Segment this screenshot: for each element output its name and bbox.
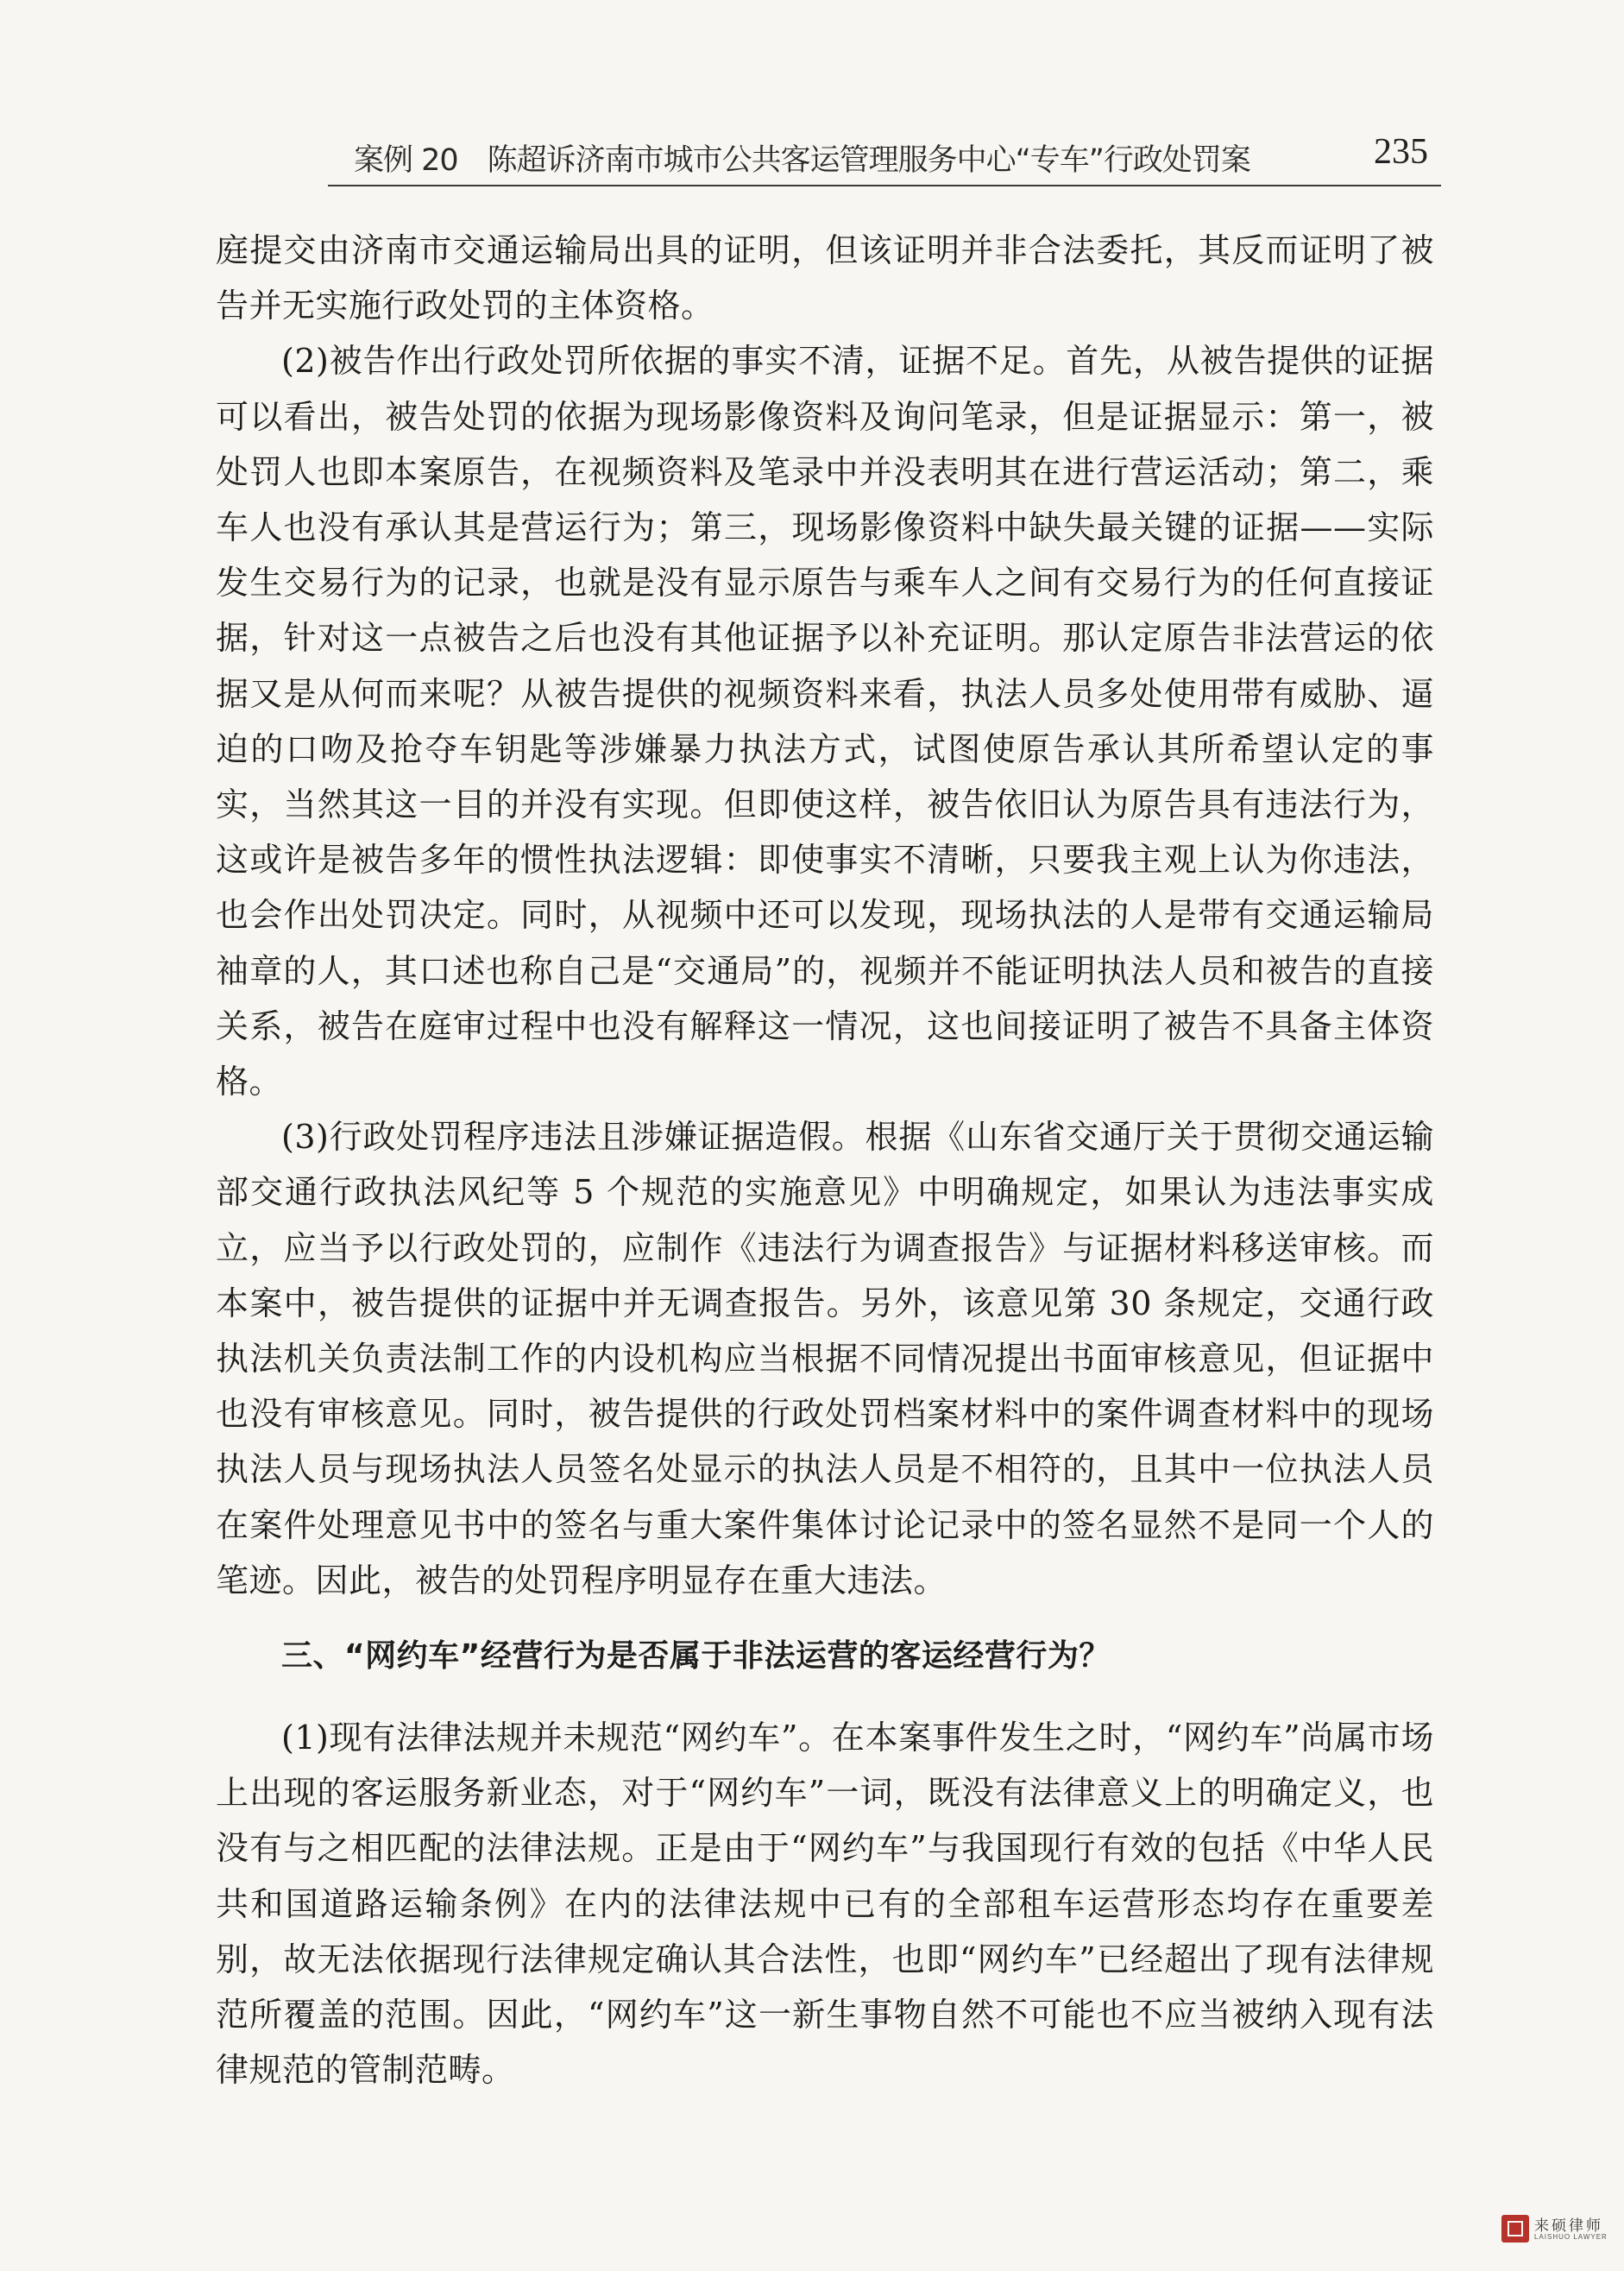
paragraph-point-3: (3)行政处罚程序违法且涉嫌证据造假。根据《山东省交通厅关于贯彻交通运输部交通行政执法风纪等 5 个规范的实施意见》中明确规定，如果认为违法事实成立，应当予以行政处罚的，应制作《违法行为调查报告》与证据材料移送审核。而本案中，被告提供的证据中并无调查报告。另外，该意见第 30 条规定，交通行政执法机关负责法制工作的内设机构应当根据不同情况提出书面审核意见，但证据中也没有审核意见。同时，被告提供的行政处罚档案材料中的案件调查材料中的现场执法人员与现场执法人员签名处显示的执法人员是不相符的，且其中一位执法人员在案件处理意见书中的签名与重大案件集体讨论记录中的签名显然不是同一个人的笔迹。因此，被告的处罚程序明显存在重大违法。 xyxy=(216,1118,1434,1599)
watermark-name: 来硕律师 xyxy=(1534,2217,1603,2235)
paragraph-point-2: (2)被告作出行政处罚所依据的事实不清，证据不足。首先，从被告提供的证据可以看出，被告处罚的依据为现场影像资料及询问笔录，但是证据显示：第一，被处罚人也即本案原告，在视频资料及笔录中并没表明其在进行营运活动；第二，乘车人也没有承认其是营运行为；第三，现场影像资料中缺失最关键的证据——实际发生交易行为的记录，也就是没有显示原告与乘车人之间有交易行为的任何直接证据，针对这一点被告之后也没有其他证据予以补充证明。那认定原告非法营运的依据又是从何而来呢？从被告提供的视频资料来看，执法人员多处使用带有威胁、逼迫的口吻及抢夺车钥匙等涉嫌暴力执法方式，试图使原告承认其所希望认定的事实，当然其这一目的并没有实现。但即使这样，被告依旧认为原告具有违法行为，这或许是被告多年的惯性执法逻辑：即使事实不清晰，只要我主观上认为你违法，也会作出处罚决定。同时，从视频中还可以发现，现场执法的人是带有交通运输局袖章的人，其口述也称自己是“交通局”的，视频并不能证明执法人员和被告的直接关系，被告在庭审过程中也没有解释这一情况，这也间接证明了被告不具备主体资格。 xyxy=(216,342,1434,1101)
page-number: 235 xyxy=(1374,132,1428,172)
watermark-logo xyxy=(1501,2211,1614,2249)
page-body xyxy=(216,223,1434,2098)
seal-icon xyxy=(1501,2215,1529,2243)
running-header-title: 案例 20 陈超诉济南市城市公共客运管理服务中心“专车”行政处罚案 xyxy=(354,143,1250,178)
running-header xyxy=(328,128,1441,188)
paragraph-continuation: 庭提交由济南市交通运输局出具的证明，但该证明并非合法委托，其反而证明了被告并无实施行政处罚的主体资格。 xyxy=(216,231,1434,325)
header-divider xyxy=(328,185,1441,186)
paragraph-section-3-point-1: (1)现有法律法规并未规范“网约车”。在本案事件发生之时，“网约车”尚属市场上出现的客运服务新业态，对于“网约车”一词，既没有法律意义上的明确定义，也没有与之相匹配的法律法规。正是由于“网约车”与我国现行有效的包括《中华人民共和国道路运输条例》在内的法律法规中已有的全部租车运营形态均存在重要差别，故无法依据现行法律规定确认其合法性，也即“网约车”已经超出了现有法律规范所覆盖的范围。因此，“网约车”这一新生事物自然不可能也不应当被纳入现有法律规范的管制范畴。 xyxy=(216,1719,1434,2090)
watermark-subtitle: LAISHUO LAWYER xyxy=(1534,2233,1608,2241)
section-heading: 三、“网约车”经营行为是否属于非法运营的客运经营行为？ xyxy=(281,1638,1111,1675)
